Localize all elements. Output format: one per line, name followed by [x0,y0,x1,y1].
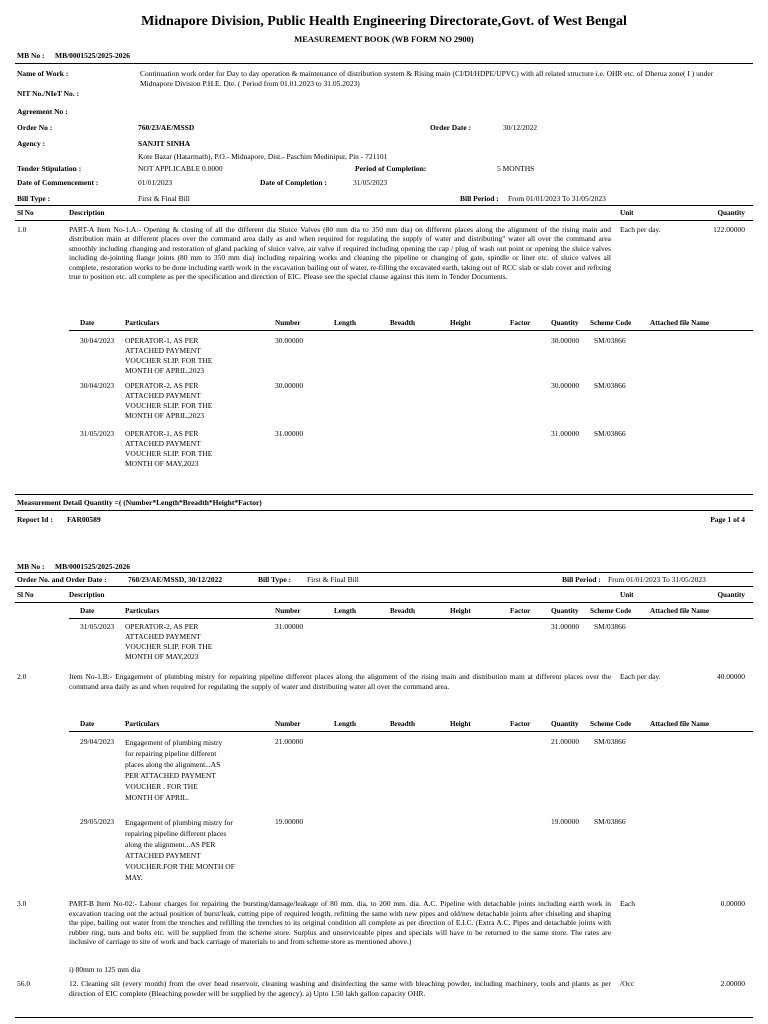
item-description: PART-A Item No-1.A:- Opening & closing of all the different dia Sluice Valves (80 mm dia to 350 mm dia) on different places along the alignment of the rising main and distribution main at different places over the command area daily as and when required for regulating the supply of water and distributing" water all over the command area smoothly including changing and restoration of gland packing of sluice valve, air valve if required including opening the cap / plug of wash out point or opening the sluice valves including de-jointing flange joints (80 mm to 350 mm dia) including repairing works and cleaning the pipeline or changing of gate, spindle or liner etc. of sluice valves all complete, restoration works to be done including earth work in the excavation bailing out of water, re-filling the excavated earth, taking out of RCC slab or slab cover and refixing true to position etc. all complete as per the specification and direction of EIC. Please see the special clause against this item in Tender Documents. [69,225,611,282]
item-unit: /Occ [620,979,635,988]
row-scheme: SM/03866 [594,336,626,345]
commencement-value: 01/01/2023 [138,178,173,187]
row-scheme: SM/03866 [594,381,626,390]
sub-col-number: Number [275,720,301,728]
tender-value: NOT APPLICABLE 0.0000 [138,164,223,173]
nit-label: NIT No./NIeT No. : [17,89,80,98]
divider [69,618,753,619]
sub-col-file: Attached file Name [650,720,710,728]
sub-col-scheme: Scheme Code [590,607,632,615]
divider [15,586,753,587]
item-slno: 56.0 [17,979,31,988]
sub-col-length: Length [334,720,356,728]
divider [15,1017,753,1018]
period-value: 5 MONTHS [497,164,535,173]
row-quantity: 21.00000 [551,737,580,746]
col-description: Description [69,209,105,217]
mb-value: MB/0001525/2025-2026 [55,562,130,571]
row-scheme: SM/03866 [594,737,626,746]
report-id-value: FAR00589 [67,515,101,524]
row-particulars: OPERATOR-2, AS PER ATTACHED PAYMENT VOUCHER SLIP. FOR THE MONTH OF APRIL,2023 [125,381,213,420]
divider [15,220,753,221]
sub-col-quantity: Quantity [551,319,579,327]
mb-label: MB No : [17,51,45,60]
bill-period-label: Bill Period : [562,575,601,584]
row-number: 19.00000 [275,817,304,826]
item-description: 12. Cleaning silt (every month) from the over head reservoir, cleaning washing and disinfecting the same with bleaching powder, including machinery, tools and plants as per direction of EIC complete (Bleaching powder will be supplied by the agency). a) Upto 1.50 lakh gallon capacity OHR. [69,979,611,998]
row-number: 30.00000 [275,381,304,390]
mb-label: MB No : [17,562,45,571]
item-unit: Each per day. [620,225,661,234]
sub-col-particulars: Particulars [125,720,160,728]
row-scheme: SM/03866 [594,429,626,438]
item-slno: 2.0 [17,672,27,681]
item-quantity: 2.00000 [720,979,745,988]
sub-col-date: Date [80,319,95,327]
sub-col-quantity: Quantity [551,607,579,615]
divider [15,602,753,603]
divider [15,63,753,64]
row-scheme: SM/03866 [594,622,626,631]
sub-col-file: Attached file Name [650,607,710,615]
sub-col-number: Number [275,607,301,615]
row-date: 29/04/2023 [80,737,115,746]
sub-col-height: Height [450,319,471,327]
sub-col-date: Date [80,607,95,615]
item-slno: 3.0 [17,899,27,908]
item-unit: Each [620,899,635,908]
order-date-label: Order Date : [430,123,472,132]
item-slno: 1.0 [17,225,27,234]
formula-note: Measurement Detail Quantity =( (Number*Length*Breadth*Height*Factor) [17,498,262,507]
col-quantity: Quantity [717,209,745,217]
item-subtext: i) 80mm to 125 mm dia [69,965,141,974]
bill-period-value: From 01/01/2023 To 31/05/2023 [508,194,606,203]
completion-label: Date of Completion : [260,178,327,187]
sub-col-scheme: Scheme Code [590,319,632,327]
divider [15,510,753,511]
sub-col-breadth: Breadth [390,720,416,728]
sub-col-scheme: Scheme Code [590,720,632,728]
report-id-label: Report Id : [17,515,53,524]
bill-type-label: Bill Type : [258,575,292,584]
commencement-label: Date of Commencement : [17,178,99,187]
period-label: Period of Completion: [355,164,427,173]
bill-type-value: First & Final Bill [138,194,190,203]
item-quantity: 122.00000 [713,225,745,234]
completion-value: 31/05/2023 [353,178,388,187]
order-value: 760/23/AE/MSSD, 30/12/2022 [128,575,223,584]
row-quantity: 31.00000 [551,622,580,631]
sub-col-particulars: Particulars [125,607,160,615]
order-date-value: 30/12/2022 [503,123,538,132]
row-scheme: SM/03866 [594,817,626,826]
row-date: 30/04/2023 [80,336,115,345]
col-quantity: Quantity [717,591,745,599]
row-quantity: 30.00000 [551,336,580,345]
divider [69,330,753,331]
row-particulars: OPERATOR-2, AS PER ATTACHED PAYMENT VOUCHER SLIP. FOR THE MONTH OF MAY,2023 [125,622,213,661]
bill-period-value: From 01/01/2023 To 31/05/2023 [608,575,706,584]
item-unit: Each per day. [620,672,661,681]
page-number: Page 1 of 4 [710,515,745,524]
agency-label: Agency : [17,139,46,148]
agency-value: SANJIT SINHA [138,139,191,148]
row-quantity: 31.00000 [551,429,580,438]
row-quantity: 19.00000 [551,817,580,826]
item-quantity: 0.00000 [720,899,745,908]
sub-col-length: Length [334,607,356,615]
sub-col-height: Height [450,607,471,615]
sub-col-file: Attached file Name [650,319,710,327]
sub-col-length: Length [334,319,356,327]
sub-col-height: Height [450,720,471,728]
sub-col-date: Date [80,720,95,728]
bill-period-label: Bill Period : [460,194,499,203]
sub-col-quantity: Quantity [551,720,579,728]
sub-col-factor: Factor [510,319,531,327]
row-particulars: OPERATOR-1, AS PER ATTACHED PAYMENT VOUCHER SLIP. FOR THE MONTH OF MAY,2023 [125,429,213,468]
item-description: Item No-1.B:- Engagement of plumbing mistry for repairing pipeline different places along the alignment of the rising main and distribution main at different places over the command area daily as and when required for regulating the supply of water and distributing water all over the command area. [69,672,611,691]
divider [69,731,753,732]
row-particulars: Engagement of plumbing mistry for repairing pipeline different places along the alignment...AS PER ATTACHED PAYMENT VOUCHER . FOR THE MONTH OF APRIL. [125,738,223,802]
bill-type-value: First & Final Bill [307,575,359,584]
sub-col-particulars: Particulars [125,319,160,327]
divider [15,572,753,573]
col-slno: Sl No [17,209,34,217]
row-date: 29/05/2023 [80,817,115,826]
name-of-work-value: Continuation work order for Day to day operation & maintenance of distribution system & Rising main (CI/DI/HDPE/UPVC) with all related structure i.e. OHR etc. of Dherua zone( I ) under Midnapore Division P.H.E. Dte. ( Period from 01.01.2023 to 31.05.2023) [140,69,714,88]
sub-col-factor: Factor [510,720,531,728]
agency-address: Kote Bazar (Hatarmath), P.O.- Midnapore, Dist.- Paschim Medinipur, Pin - 721101 [138,152,388,161]
row-date: 31/05/2023 [80,622,115,631]
name-of-work-label: Name of Work : [17,69,69,78]
sub-col-breadth: Breadth [390,607,416,615]
row-quantity: 30.00000 [551,381,580,390]
order-no-value: 760/23/AE/MSSD [138,123,195,132]
item-quantity: 40.00000 [716,672,745,681]
tender-label: Tender Stipulation : [17,164,82,173]
col-unit: Unit [620,591,634,599]
item-description: PART-B Item No-02:- Labour charges for repairing the bursting/damage/leakage of 80 mm. dia, to 200 mm. dia. A.C. Pipeline with detachable joints including earth work in excavation tracing out the actual position of burst/leak, cutting pipe of required length, refitting the same with new pipes and old/new detachable joints after chiseling and shaping the pipe, bailing out water from the trenches and refilling the trenches to its original condition all complete as per direction of E.I.C. (Extra A.C. Pipes and detachable joints with rubber ring, nuts and bolts etc. will be supplied from the scheme store. Surplus and unserviceable pipes and specials will have to be returned to the same store. The rates are inclusive of carriage to site of work and back carriage of materials to and from scheme store as mentioned above.) [69,899,611,947]
divider [15,494,753,495]
document-title: Midnapore Division, Public Health Engineering Directorate,Govt. of West Bengal [141,14,627,29]
row-particulars: Engagement of plumbing mistry for repairing pipeline different places along the alignment...AS PER ATTACHED PAYMENT VOUCHER.FOR THE MONTH OF MAY. [125,818,235,882]
col-slno: Sl No [17,591,34,599]
agreement-label: Agreement No : [17,107,68,116]
sub-col-factor: Factor [510,607,531,615]
row-number: 30.00000 [275,336,304,345]
row-number: 21.00000 [275,737,304,746]
mb-value: MB/0001525/2025-2026 [55,51,130,60]
sub-col-breadth: Breadth [390,319,416,327]
row-number: 31.00000 [275,429,304,438]
divider [15,205,753,206]
row-date: 31/05/2023 [80,429,115,438]
sub-col-number: Number [275,319,301,327]
row-number: 31.00000 [275,622,304,631]
bill-type-label: Bill Type : [17,194,51,203]
row-particulars: OPERATOR-1, AS PER ATTACHED PAYMENT VOUCHER SLIP. FOR THE MONTH OF APRIL,2023 [125,336,213,375]
document-subtitle: MEASUREMENT BOOK (WB FORM NO 2900) [294,34,474,44]
order-label: Order No. and Order Date : [17,575,107,584]
col-unit: Unit [620,209,634,217]
order-no-label: Order No : [17,123,53,132]
col-description: Description [69,591,105,599]
row-date: 30/04/2023 [80,381,115,390]
